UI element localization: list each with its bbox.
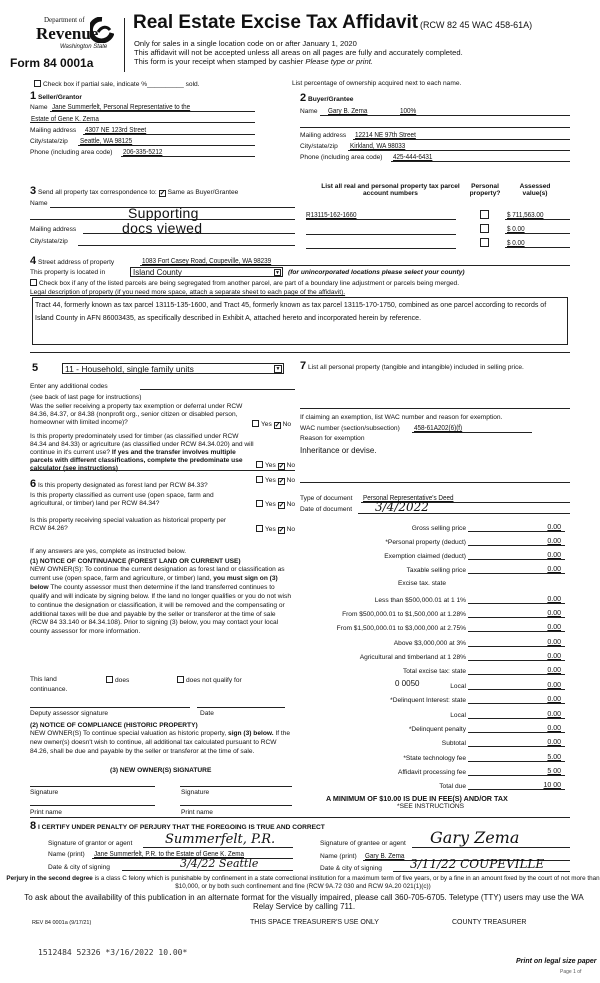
legal-description-field[interactable]: Tract 44, formerly known as tax parcel 13115-135-1600, and Tract 45, formerly known as tax parcel 13115-170-1750, combined as one parcel according to records of Island County in AFN 86003435, as specifically described in Exhibit A, attached hereto and incorporated herein by reference. <box>32 297 568 345</box>
county-select[interactable]: Island County ▼ <box>130 267 283 277</box>
assessed-value-1[interactable]: $ 711,563.00 <box>507 210 544 219</box>
codes-note: (see back of last page for instructions) <box>30 394 142 401</box>
page-title: Real Estate Excise Tax Affidavit (RCW 82 45 WAC 458-61A) <box>133 12 533 33</box>
fee-row: *Delinquent penalty 0.00 <box>300 722 565 733</box>
assessed-value-2[interactable]: $ 0.00 <box>507 224 525 233</box>
dor-logo <box>10 10 112 74</box>
sec5-number: 5 <box>32 362 39 374</box>
notice-continuance-text: NEW OWNER(S): To continue the current designation as forest land or classification as current use (open space, farm and agriculture, or timber) land, you must sign on (3) below The county assessor must then determine if the land transferred continues to qualify and will indicate by signing below. If the land no longer qualifies or you do not wish to continue the designation or classification, it will be removed and the compensating or additional taxes will be due and payable by the seller or transferor at the time of sale (RCW 84 33.140 or 84.34.108). Prior to signing (3) below, you may contact your local county assessor for more information. <box>30 566 291 636</box>
fee-value[interactable]: 0.00 <box>468 696 565 704</box>
fee-value[interactable]: 0.00 <box>468 566 565 574</box>
excise-state-label: Excise tax. state <box>398 580 447 587</box>
does-not-checkbox[interactable]: does not qualify for <box>177 676 242 684</box>
fee-row: Total excise tax: state 0.00 <box>300 664 565 675</box>
seller-name-field[interactable]: Jane Summerfelt, Personal Representative to the <box>52 102 191 111</box>
use-code-select[interactable]: 11 - Household, single family units ▼ <box>62 363 284 374</box>
seller-name-field-2[interactable]: Estate of Gene K. Zema <box>31 114 99 123</box>
receipt-stamp: 1512484 52326 *3/16/2022 10.00* <box>38 948 188 957</box>
fee-row: Affidavit processing fee 5 00 <box>300 765 565 776</box>
doc-date-field[interactable]: 3/4/2022 <box>375 500 429 514</box>
grantor-name-field[interactable]: Jane Summerfelt, P.R. to the Estate of Gene K. Zema <box>94 849 244 858</box>
buyer-city-label: City/state/zip <box>300 143 338 150</box>
buyer-name-field[interactable]: Gary B. Zema <box>328 106 368 115</box>
fee-value[interactable]: 0.00 <box>468 725 565 733</box>
fee-row: Gross selling price 0.00 <box>300 521 565 532</box>
fee-row: Agricultural and timberland at 1 28% 0.00 <box>300 650 565 661</box>
docs-viewed-stamp: docs viewed <box>122 220 203 236</box>
fee-row: Local 0.00 <box>300 679 565 690</box>
logo-revenue: Revenue <box>36 24 99 43</box>
fee-value[interactable]: 0.00 <box>468 653 565 661</box>
fee-row: Above $3,000,000 at 3% 0.00 <box>300 636 565 647</box>
sec3-heading: 3 Send all property tax correspondence to: ✓ Same as Buyer/Grantee <box>30 185 239 197</box>
fee-row: Taxable selling price 0.00 <box>300 563 565 574</box>
forest-question: 6 Is this property designated as forest land per RCW 84.33? <box>30 478 208 490</box>
header-divider <box>124 18 125 72</box>
fee-row: *Delinquent Interest: state 0.00 <box>300 693 565 704</box>
minimum-due-notice: A MINIMUM OF $10.00 IS DUE IN FEE(S) AND/OR TAX <box>326 794 508 803</box>
personal-checkbox-1[interactable] <box>480 210 491 220</box>
seller-heading: 1 Seller/Grantor <box>30 90 82 102</box>
fee-value[interactable]: 0.00 <box>468 711 565 719</box>
supporting-stamp: Supporting <box>128 205 199 221</box>
notice-compliance-title: (2) NOTICE OF COMPLIANCE (HISTORIC PROPERTY) <box>30 722 198 729</box>
exemption-label: If claiming an exemption, list WAC number and reason for exemption. <box>300 414 503 421</box>
seller-city-label: City/state/zip <box>30 138 68 145</box>
grantor-date-field[interactable]: 3/4/22 Seattle <box>180 857 259 870</box>
personal-property-label: 7 List all personal property (tangible and intangible) included in selling price. <box>300 360 524 372</box>
historic-question: Is this property receiving special valuation as historical property per RCW 84.26? <box>30 517 227 532</box>
seller-phone-label: Phone (including area code) <box>30 149 113 156</box>
revision-number: REV 84 0001a (9/17/21) <box>32 920 92 926</box>
fee-value[interactable]: 0.00 <box>468 552 565 560</box>
buyer-percent-field[interactable]: 100% <box>400 106 417 115</box>
fee-value[interactable]: 0.00 <box>468 538 565 546</box>
grantor-date-label: Date & city of signing <box>48 864 110 871</box>
grantee-name-field[interactable]: Gary B. Zema <box>365 851 405 860</box>
grantor-signature[interactable]: Summerfelt, P.R. <box>165 832 276 847</box>
notice-continuance-title: (1) NOTICE OF CONTINUANCE (FOREST LAND OR CURRENT USE) <box>30 558 241 565</box>
owner-print-name-1: Print name <box>30 809 62 816</box>
personal-checkbox-2[interactable] <box>480 224 491 234</box>
owner-signature-label-1: Signature <box>30 789 59 796</box>
percent-note: List percentage of ownership acquired next to each name. <box>292 80 462 87</box>
fee-row: Subtotal 0.00 <box>300 736 565 747</box>
county-treasurer-label: COUNTY TREASURER <box>452 919 527 926</box>
fee-row: *State technology fee 5.00 <box>300 751 565 762</box>
seller-mail-label: Mailing address <box>30 127 77 134</box>
reason-field[interactable]: Inheritance or devise. <box>300 446 377 455</box>
street-field[interactable]: 1083 Fort Casey Road, Coupeville, WA 98239 <box>142 256 272 265</box>
if-yes-note: If any answers are yes, complete as instructed below. <box>30 548 187 555</box>
dropdown-arrow-icon: ▼ <box>275 270 280 276</box>
fee-value[interactable]: 0.00 <box>468 524 565 532</box>
continuance-label: continuance. <box>30 686 68 693</box>
fee-row: Exemption claimed (deduct) 0.00 <box>300 549 565 560</box>
grantee-name-label: Name (print) <box>320 853 357 860</box>
grantee-date-field[interactable]: 3/11/22 COUPEVILLE <box>410 857 545 871</box>
county-note: (for unincorporated locations please select your county) <box>288 269 465 276</box>
fee-value[interactable]: 0.00 <box>468 639 565 647</box>
located-label: This property is located in <box>30 269 106 276</box>
buyer-phone-label: Phone (including area code) <box>300 154 383 161</box>
logo-swirl-icon <box>90 17 114 43</box>
sec3-name-label: Name <box>30 200 48 207</box>
accessibility-notice: To ask about the availability of this publication in an alternate format for the visually impaired, please call 360-705-6705. Teletype (TTY) users may use the WA Relay Service by calling 711. <box>24 893 584 911</box>
fee-value[interactable]: 0.00 <box>468 610 565 618</box>
instruction-3: This form is your receipt when stamped by cashier Please type or print. <box>134 57 373 66</box>
legal-paper-note: Print on legal size paper <box>516 958 597 965</box>
doc-date-label: Date of document <box>300 506 353 513</box>
assessed-header: Assessed value(s) <box>519 183 551 197</box>
buyer-heading: 2 Buyer/Grantee <box>300 92 354 104</box>
timber-question: Is this property predominately used for timber (as classified under RCW 84.34 and 84.33) or agriculture (as classified under RCW 84.34.020) and will continue in it's current use? If yes and the transfer involves multiple parcels with different classifications, complete the predominate use calculator (see instructions) <box>30 433 254 472</box>
new-owner-signature-title: (3) NEW OWNER(S) SIGNATURE <box>110 767 212 774</box>
personal-header: Personal property? <box>469 183 501 197</box>
seller-name-label: Name <box>30 104 48 111</box>
grantee-signature-label: Signature of grantee or agent <box>320 840 406 847</box>
doc-type-field[interactable]: Personal Representative's Deed <box>363 493 454 502</box>
additional-codes-label: Enter any additional codes <box>30 383 108 390</box>
fee-row: Local 0.00 <box>300 708 565 719</box>
buyer-name-label: Name <box>300 108 318 115</box>
logo-dept: Department of <box>44 16 85 24</box>
fee-value[interactable]: 10 00 <box>468 782 565 790</box>
timber-yes-no[interactable]: Yes ✓ No <box>256 461 295 470</box>
notice-compliance-text: NEW OWNER(S) To continue special valuation as historic property, sign (3) below. If the new owner(s) doesn't wish to continue, all additional tax calculated pursuant to RCW 84.26, shall be due and payable by the seller or transferor at the time of sale. <box>30 730 291 755</box>
reason-label: Reason for exemption <box>300 435 365 442</box>
buyer-phone-field[interactable]: 425-444-6431 <box>393 152 433 161</box>
local-rate: 0 0050 <box>395 679 420 688</box>
exemption-question: Was the seller receiving a property tax exemption or deferral under RCW 84.36, 84.37, or 84.38 (nonprofit org., senior citizen or disabled person, homeowner with limited income)? <box>30 403 243 426</box>
grantor-signature-label: Signature of grantor or agent <box>48 840 133 847</box>
instruction-2: This affidavit will not be accepted unless all areas on all pages are fully and accurately completed. <box>134 48 463 57</box>
historic-yes-no[interactable]: Yes ✓ No <box>256 525 295 534</box>
seller-city-field[interactable]: Seattle, WA 98125 <box>80 136 133 145</box>
seller-mail-field[interactable]: 4307 NE 123rd Street <box>85 125 147 134</box>
wac-label: WAC number (section/subsection) <box>300 425 400 432</box>
instruction-1: Only for sales in a single location code on or after January 1, 2020 <box>134 39 357 48</box>
segregation-checkbox[interactable]: Check box if any of the listed parcels are being segregated from another parcel, are part of a boundary line adjustment or parcels being merged. <box>30 279 459 287</box>
street-label: 4 Street address of property <box>30 255 115 267</box>
owner-print-name-2: Print name <box>181 809 213 816</box>
forest-yes-no[interactable]: Yes ✓ No <box>256 476 295 485</box>
current-use-yes-no[interactable]: Yes ✓ No <box>256 500 295 509</box>
parcel-number-1[interactable]: R13115-162-1660 <box>306 210 357 219</box>
wac-field[interactable]: 458-61A202(6)(f) <box>414 423 463 432</box>
this-land-label: This land <box>30 676 57 683</box>
logo-state: Washington State <box>60 44 108 50</box>
fee-value[interactable]: 0.00 <box>468 682 565 690</box>
treasurer-use-label: THIS SPACE TREASURER'S USE ONLY <box>250 919 379 926</box>
sec3-city-label: City/state/zip <box>30 238 68 245</box>
grantor-name-label: Name (print) <box>48 851 85 858</box>
partial-sale-checkbox[interactable]: Check box if partial sale, indicate %__________ sold. <box>34 80 200 88</box>
owner-signature-label-2: Signature <box>181 789 210 796</box>
dropdown-arrow-icon: ▼ <box>275 366 281 372</box>
fee-row: From $1,500,000.01 to $3,000,000 at 2.75% 0.00 <box>300 621 565 632</box>
assessed-value-3[interactable]: $ 0.00 <box>507 238 525 247</box>
fee-value[interactable]: 5.00 <box>468 754 565 762</box>
fee-row: *Personal property (deduct) 0.00 <box>300 535 565 546</box>
fee-value[interactable]: 0.00 <box>468 596 565 604</box>
does-checkbox[interactable]: does <box>106 676 129 684</box>
legal-label: Legal description of property (if you need more space, attach a separate sheet to each page of the affidavit). <box>30 289 346 296</box>
certify-heading: 8 I CERTIFY UNDER PENALTY OF PERJURY THAT THE FOREGOING IS TRUE AND CORRECT <box>30 820 325 832</box>
fee-value[interactable]: 0.00 <box>468 624 565 632</box>
fee-row: From $500,000.01 to $1,500,000 at 1.28% 0.00 <box>300 607 565 618</box>
deputy-date-label: Date <box>200 710 214 717</box>
parcel-header: List all real and personal property tax parcel account numbers <box>321 183 460 197</box>
fee-value[interactable]: 0.00 <box>468 739 565 747</box>
fee-value[interactable]: 5 00 <box>468 768 565 776</box>
grantee-date-label: Date & city of signing <box>320 865 382 872</box>
grantee-signature[interactable]: Gary Zema <box>430 828 520 847</box>
fee-value[interactable]: 0.00 <box>468 667 565 675</box>
doc-type-label: Type of document <box>300 495 353 502</box>
current-use-question: Is this property classified as current use (open space, farm and agricultural, or timber) land per RCW 84.34? <box>30 492 214 507</box>
sec3-mail-label: Mailing address <box>30 226 77 233</box>
see-instructions: *SEE INSTRUCTIONS <box>397 803 465 810</box>
seller-phone-field[interactable]: 206-335-5212 <box>123 147 163 156</box>
perjury-notice: Perjury in the second degree is a class C felony which is punishable by confinement in a state correctional institution for a maximum term of five years, or by a fine in an amount fixed by the court of not more than $10,000, or by both such confinement and fine (RCW 9A.72 030 and RCW 9A.20 021(1)(c)) <box>6 875 600 890</box>
form-number: Form 84 0001a <box>10 56 94 70</box>
buyer-mail-field[interactable]: 12214 NE 97th Street <box>355 130 416 139</box>
fee-row: Less than $500,000.01 at 1 1% 0.00 <box>300 593 565 604</box>
page-number: Page 1 of <box>560 969 582 975</box>
personal-checkbox-3[interactable] <box>480 238 491 248</box>
exemption-yes-no[interactable]: Yes ✓ No <box>252 420 291 429</box>
buyer-city-field[interactable]: Kirkland, WA 98033 <box>350 141 406 150</box>
same-as-buyer-checkbox[interactable]: ✓ <box>159 190 166 197</box>
deputy-signature-label: Deputy assessor signature <box>30 710 109 717</box>
buyer-mail-label: Mailing address <box>300 132 347 139</box>
fee-row: Total due 10 00 <box>300 779 565 790</box>
